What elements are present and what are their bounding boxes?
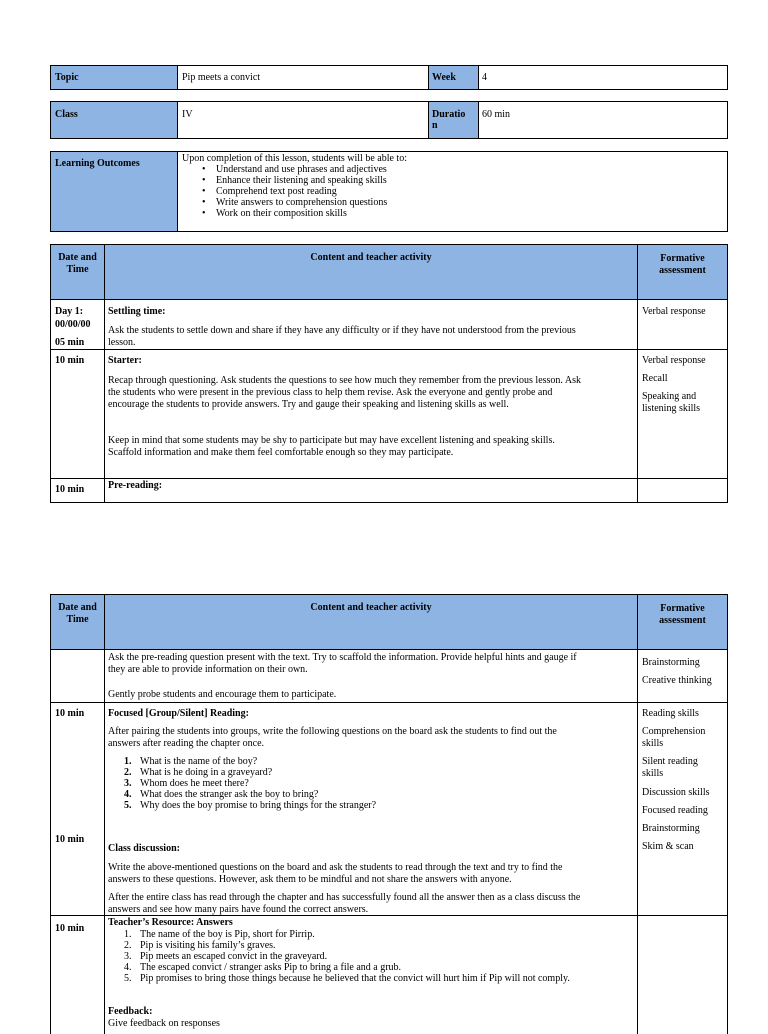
learning-outcomes-label: Learning Outcomes xyxy=(55,158,140,169)
assessment-item: Comprehension xyxy=(642,726,706,737)
lesson-table-2 xyxy=(50,594,728,1034)
class-label: Class xyxy=(55,109,78,120)
list-item: 3. Whom does he meet there? xyxy=(124,778,249,789)
assessment-item: Brainstorming xyxy=(642,657,700,668)
starter-note-line1: Keep in mind that some students may be shy to participate but may have excellent listening and speaking skills. xyxy=(108,435,555,446)
row-time: 10 min xyxy=(55,923,85,934)
header-content: Content and teacher activity xyxy=(310,252,432,263)
duration-value: 60 min xyxy=(482,109,511,120)
row-time-day: Day 1: xyxy=(55,306,84,317)
focused-reading-title: Focused [Group/Silent] Reading: xyxy=(108,708,249,719)
starter-title: Starter: xyxy=(108,355,142,366)
starter-note-line2: Scaffold information and make them feel comfortable enough so they may participate. xyxy=(108,447,454,458)
assessment-item: Verbal response xyxy=(642,306,706,317)
class-value: IV xyxy=(182,109,193,120)
assessment-item: Silent reading xyxy=(642,756,698,767)
pre-reading-text-line2: they are able to provide information on their own. xyxy=(108,664,308,675)
learning-outcomes-table xyxy=(50,151,728,232)
list-item: • Work on their composition skills xyxy=(182,208,722,219)
list-item: • Understand and use phrases and adjectives xyxy=(182,164,722,175)
starter-text-line2: the students who were present in the previous class to help them revise. Ask the everyone and gently probe and xyxy=(108,387,553,398)
row-time-date: 00/00/00 xyxy=(55,319,91,330)
learning-outcomes-list xyxy=(182,164,722,219)
assessment-item: Speaking and xyxy=(642,391,697,402)
class-duration-table xyxy=(50,101,728,139)
starter-text-line1: Recap through questioning. Ask students the questions to see how much they remember from the previous lesson. Ask xyxy=(108,375,581,386)
answers-list xyxy=(108,929,633,984)
pre-reading-text-line3: Gently probe students and encourage them to participate. xyxy=(108,689,337,700)
header-assessment-line2: assessment xyxy=(659,265,706,276)
assessment-item: Verbal response xyxy=(642,355,706,366)
list-item: 4. What does the stranger ask the boy to bring? xyxy=(124,789,319,800)
list-item: 2. Pip is visiting his family’s graves. xyxy=(124,940,276,951)
reading-questions-list xyxy=(108,756,628,811)
row-time: 10 min xyxy=(55,484,85,495)
topic-value: Pip meets a convict xyxy=(182,72,261,83)
teacher-resource-title: Teacher’s Resource: Answers xyxy=(108,917,233,928)
header-date-time-line2: Time xyxy=(66,614,89,625)
list-item: 1. The name of the boy is Pip, short for Pirrip. xyxy=(124,929,315,940)
settling-text-line2: lesson. xyxy=(108,337,136,348)
focused-reading-text-line2: answers after reading the chapter once. xyxy=(108,738,265,749)
class-label-cell xyxy=(51,102,177,138)
settling-text-line1: Ask the students to settle down and share if they have any difficulty or if they have not understood from the previous xyxy=(108,325,576,336)
settling-time-title: Settling time: xyxy=(108,306,166,317)
pre-reading-text-line1: Ask the pre-reading question present with the text. Try to scaffold the information. Provide helpful hints and gauge if xyxy=(108,652,577,663)
header-content: Content and teacher activity xyxy=(310,602,432,613)
header-assessment-line1: Formative xyxy=(660,603,705,614)
week-value: 4 xyxy=(482,72,487,83)
duration-label-line1: Duratio xyxy=(432,109,466,120)
topic-week-table xyxy=(50,65,728,90)
feedback-title: Feedback: xyxy=(108,1006,153,1017)
week-label: Week xyxy=(432,72,456,83)
header-assessment-line2: assessment xyxy=(659,615,706,626)
learning-outcomes-intro: Upon completion of this lesson, students will be able to: xyxy=(182,153,407,164)
row-time: 10 min xyxy=(55,708,85,719)
list-item: 2. What is he doing in a graveyard? xyxy=(124,767,273,778)
duration-label-line2: n xyxy=(432,120,438,131)
topic-label: Topic xyxy=(55,72,79,83)
row-time: 10 min xyxy=(55,355,85,366)
assessment-item: Focused reading xyxy=(642,805,708,816)
assessment-item: Creative thinking xyxy=(642,675,712,686)
header-date-time-line2: Time xyxy=(66,264,89,275)
learning-outcomes-content xyxy=(182,153,722,219)
list-item: 1. What is the name of the boy? xyxy=(124,756,258,767)
feedback-text: Give feedback on responses xyxy=(108,1018,220,1029)
assessment-item: Skim & scan xyxy=(642,841,694,852)
class-discussion-text-line2: answers to these questions. However, ask them to be mindful and not share the answers with anyone. xyxy=(108,874,512,885)
class-discussion-text-line4: answers and see how many pairs have found the correct answers. xyxy=(108,904,369,915)
pre-reading-title: Pre-reading: xyxy=(108,480,163,491)
focused-reading-text-line1: After pairing the students into groups, write the following questions on the board ask the students to find out the xyxy=(108,726,557,737)
class-discussion-text-line1: Write the above-mentioned questions on the board and ask the students to read through the text and try to find the xyxy=(108,862,563,873)
assessment-item: Recall xyxy=(642,373,668,384)
class-discussion-text-line3: After the entire class has read through the chapter and has successfully found all the answer then as a class discuss the xyxy=(108,892,581,903)
lesson-table-1 xyxy=(50,244,728,503)
assessment-item: skills xyxy=(642,768,664,779)
list-item: 5. Pip promises to bring those things because he believed that the convict will hurt him if Pip will not comply. xyxy=(124,973,570,984)
list-item: • Enhance their listening and speaking skills xyxy=(182,175,722,186)
row-time-duration: 05 min xyxy=(55,337,85,348)
header-assessment-line1: Formative xyxy=(660,253,705,264)
list-item: • Comprehend text post reading xyxy=(182,186,722,197)
list-item: • Write answers to comprehension questions xyxy=(182,197,722,208)
assessment-item: Reading skills xyxy=(642,708,699,719)
assessment-item: skills xyxy=(642,738,664,749)
header-date-time-line1: Date and xyxy=(58,252,97,263)
assessment-item: listening skills xyxy=(642,403,701,414)
list-item: 4. The escaped convict / stranger asks Pip to bring a file and a grub. xyxy=(124,962,402,973)
list-item: 5. Why does the boy promise to bring things for the stranger? xyxy=(124,800,377,811)
assessment-item: Discussion skills xyxy=(642,787,710,798)
header-date-time-line1: Date and xyxy=(58,602,97,613)
list-item: 3. Pip meets an escaped convict in the graveyard. xyxy=(124,951,328,962)
class-discussion-title: Class discussion: xyxy=(108,843,180,854)
starter-text-line3: encourage the students to provide answers. Try and gauge their speaking and listening skills as well. xyxy=(108,399,509,410)
assessment-item: Brainstorming xyxy=(642,823,700,834)
row-time: 10 min xyxy=(55,834,85,845)
